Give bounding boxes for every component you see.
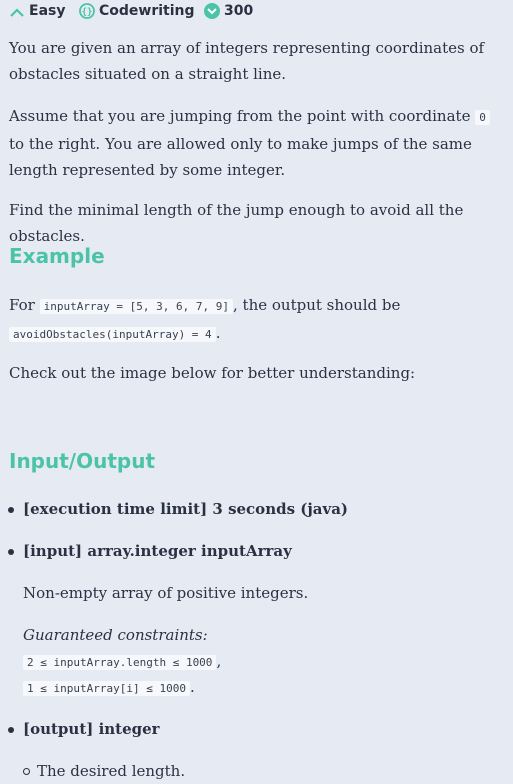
constraint-1 bbox=[23, 652, 221, 670]
constraints-label: Guaranteed constraints: bbox=[23, 626, 208, 644]
example-paragraph bbox=[9, 292, 509, 348]
bullet bbox=[8, 507, 14, 513]
chevron-up-icon[interactable] bbox=[9, 6, 25, 18]
bullet bbox=[8, 549, 14, 555]
bullet bbox=[8, 727, 14, 733]
image-note: Check out the image below for better understanding: bbox=[9, 364, 416, 382]
time-limit: [execution time limit] 3 seconds (java) bbox=[23, 500, 349, 518]
category-label: Codewriting bbox=[99, 3, 195, 19]
constraint-1-code: 2 ≤ inputArray.length ≤ 1000 bbox=[23, 655, 216, 670]
description-paragraph-1: You are given an array of integers representing coordinates of obstacles situated on a straight line. bbox=[9, 39, 485, 83]
description-paragraph-3: Find the minimal length of the jump enough to avoid all the obstacles. bbox=[9, 201, 464, 245]
text: For bbox=[9, 296, 35, 314]
output-description: The desired length. bbox=[37, 762, 186, 780]
text: to the right. You are allowed only to make jumps of the same length represented by some integer. bbox=[9, 135, 472, 179]
description-paragraph-2 bbox=[9, 103, 509, 183]
example-output-code: avoidObstacles(inputArray) = 4 bbox=[9, 327, 216, 342]
text: . bbox=[189, 678, 195, 696]
example-heading: Example bbox=[9, 244, 105, 268]
text: . bbox=[215, 324, 221, 342]
constraint-2-code: 1 ≤ inputArray[i] ≤ 1000 bbox=[23, 681, 190, 696]
io-heading: Input/Output bbox=[9, 449, 156, 473]
xp-value: 300 bbox=[224, 3, 254, 19]
text: Assume that you are jumping from the point with coordinate bbox=[9, 107, 476, 125]
input-label: [input] array.integer inputArray bbox=[23, 542, 292, 560]
constraint-2 bbox=[23, 678, 195, 696]
example-input-code: inputArray = [5, 3, 6, 7, 9] bbox=[40, 299, 233, 314]
svg-text:{}: {} bbox=[81, 7, 93, 18]
text: , the output should be bbox=[233, 296, 401, 314]
inline-code: 0 bbox=[475, 110, 490, 125]
xp-icon bbox=[204, 3, 220, 19]
difficulty-label: Easy bbox=[29, 3, 66, 19]
codewriting-icon bbox=[79, 3, 95, 19]
output-label: [output] integer bbox=[23, 720, 160, 738]
sub-bullet bbox=[23, 768, 30, 775]
task-header bbox=[0, 0, 513, 24]
text: , bbox=[216, 652, 222, 670]
input-description: Non-empty array of positive integers. bbox=[23, 584, 309, 602]
